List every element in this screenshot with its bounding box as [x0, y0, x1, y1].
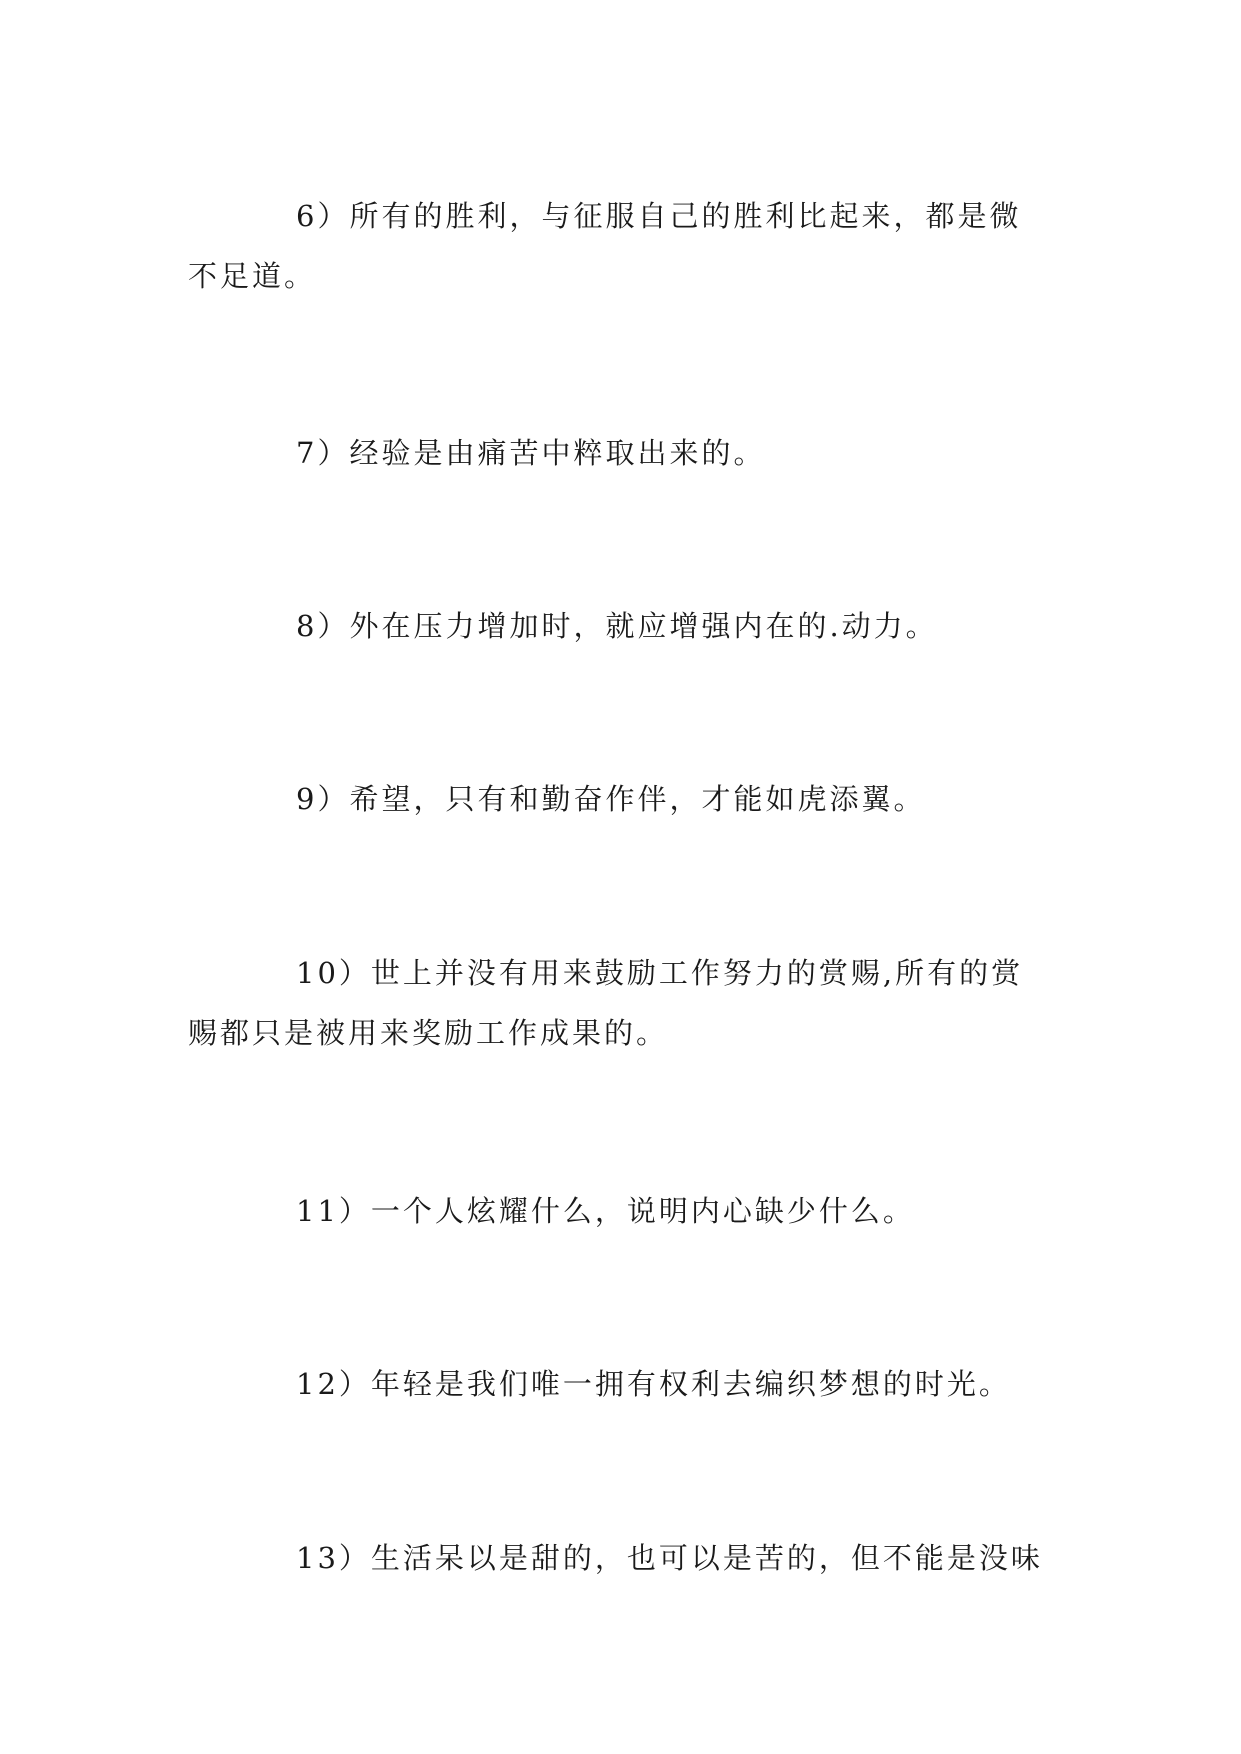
- quote-paragraph-6: 6）所有的胜利，与征服自己的胜利比起来，都是微不足道。: [188, 199, 1022, 293]
- quote-paragraph-13: 13）生活呆以是甜的，也可以是苦的，但不能是没味: [296, 1541, 1043, 1575]
- quote-paragraph-12: 12）年轻是我们唯一拥有权利去编织梦想的时光。: [296, 1367, 1011, 1401]
- quote-paragraph-9: 9）希望，只有和勤奋作伴，才能如虎添翼。: [296, 782, 926, 816]
- quote-paragraph-7: 7）经验是由痛苦中粹取出来的。: [296, 436, 766, 470]
- quote-paragraph-8: 8）外在压力增加时，就应增强内在的.动力。: [296, 609, 938, 643]
- quote-paragraph-10: 10）世上并没有用来鼓励工作努力的赏赐,所有的赏赐都只是被用来奖励工作成果的。: [188, 956, 1024, 1050]
- quote-paragraph-11: 11）一个人炫耀什么，说明内心缺少什么。: [296, 1194, 915, 1228]
